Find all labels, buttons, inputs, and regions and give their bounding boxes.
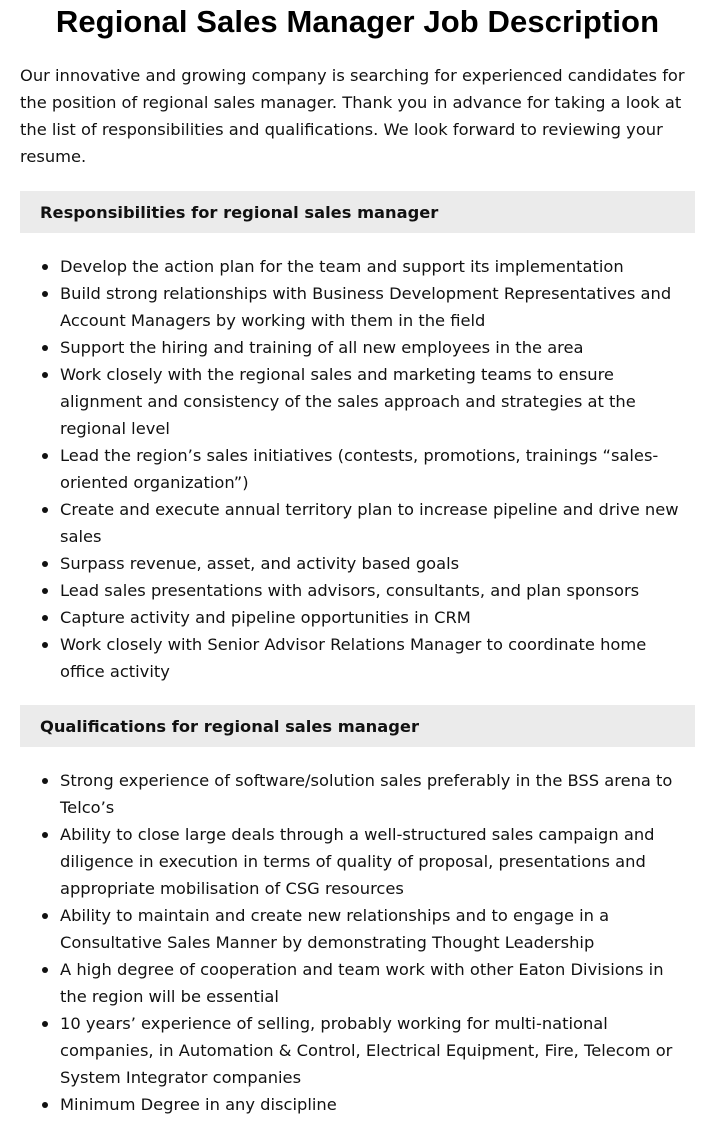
qualifications-list xyxy=(20,767,695,1118)
list-item-text: Build strong relationships with Business Development Representatives and Account Managers by working with them in the field xyxy=(60,284,672,330)
responsibilities-heading: Responsibilities for regional sales manager xyxy=(20,191,695,233)
list-item xyxy=(20,280,695,334)
list-item xyxy=(20,631,695,685)
bullet-icon xyxy=(42,1102,48,1108)
bullet-icon xyxy=(42,642,48,648)
list-item xyxy=(20,334,695,361)
list-item xyxy=(20,1091,695,1118)
bullet-icon xyxy=(42,778,48,784)
bullet-icon xyxy=(42,561,48,567)
list-item-text: Create and execute annual territory plan to increase pipeline and drive new sales xyxy=(60,500,679,546)
bullet-icon xyxy=(42,615,48,621)
bullet-icon xyxy=(42,453,48,459)
list-item xyxy=(20,577,695,604)
list-item xyxy=(20,1010,695,1091)
list-item xyxy=(20,253,695,280)
list-item-text: Surpass revenue, asset, and activity based goals xyxy=(60,554,460,573)
list-item xyxy=(20,821,695,902)
list-item-text: 10 years’ experience of selling, probably working for multi-national companies, in Automation & Control, Electrical Equipment, Fire, Telecom or System Integrator companies xyxy=(60,1014,673,1087)
list-item xyxy=(20,902,695,956)
list-item-text: Work closely with the regional sales and marketing teams to ensure alignment and consistency of the sales approach and strategies at the regional level xyxy=(60,365,636,438)
list-item-text: Lead the region’s sales initiatives (contests, promotions, trainings “sales-oriented organization”) xyxy=(60,446,659,492)
qualifications-heading: Qualifications for regional sales manager xyxy=(20,705,695,747)
list-item xyxy=(20,361,695,442)
list-item xyxy=(20,442,695,496)
list-item-text: Work closely with Senior Advisor Relations Manager to coordinate home office activity xyxy=(60,635,647,681)
list-item-text: Develop the action plan for the team and support its implementation xyxy=(60,257,624,276)
list-item-text: Capture activity and pipeline opportunities in CRM xyxy=(60,608,471,627)
list-item-text: Minimum Degree in any discipline xyxy=(60,1095,337,1114)
bullet-icon xyxy=(42,913,48,919)
bullet-icon xyxy=(42,832,48,838)
bullet-icon xyxy=(42,967,48,973)
bullet-icon xyxy=(42,345,48,351)
list-item-text: Support the hiring and training of all new employees in the area xyxy=(60,338,584,357)
bullet-icon xyxy=(42,1021,48,1027)
bullet-icon xyxy=(42,372,48,378)
list-item xyxy=(20,604,695,631)
bullet-icon xyxy=(42,588,48,594)
bullet-icon xyxy=(42,264,48,270)
list-item-text: Lead sales presentations with advisors, consultants, and plan sponsors xyxy=(60,581,640,600)
list-item xyxy=(20,767,695,821)
list-item-text: Strong experience of software/solution sales preferably in the BSS arena to Telco’s xyxy=(60,771,673,817)
list-item xyxy=(20,956,695,1010)
bullet-icon xyxy=(42,291,48,297)
page-title: Regional Sales Manager Job Description xyxy=(55,4,660,39)
intro-paragraph: Our innovative and growing company is searching for experienced candidates for the position of regional sales manager. Thank you in advance for taking a look at the list of responsibilities and qualifications. We look forward to reviewing your resume. xyxy=(20,66,685,166)
list-item xyxy=(20,550,695,577)
bullet-icon xyxy=(42,507,48,513)
list-item-text: Ability to maintain and create new relationships and to engage in a Consultative Sales Manner by demonstrating Thought Leadership xyxy=(60,906,610,952)
responsibilities-list xyxy=(20,253,695,685)
list-item-text: A high degree of cooperation and team work with other Eaton Divisions in the region will be essential xyxy=(60,960,664,1006)
list-item xyxy=(20,496,695,550)
list-item-text: Ability to close large deals through a well-structured sales campaign and diligence in execution in terms of quality of proposal, presentations and appropriate mobilisation of CSG resources xyxy=(60,825,655,898)
